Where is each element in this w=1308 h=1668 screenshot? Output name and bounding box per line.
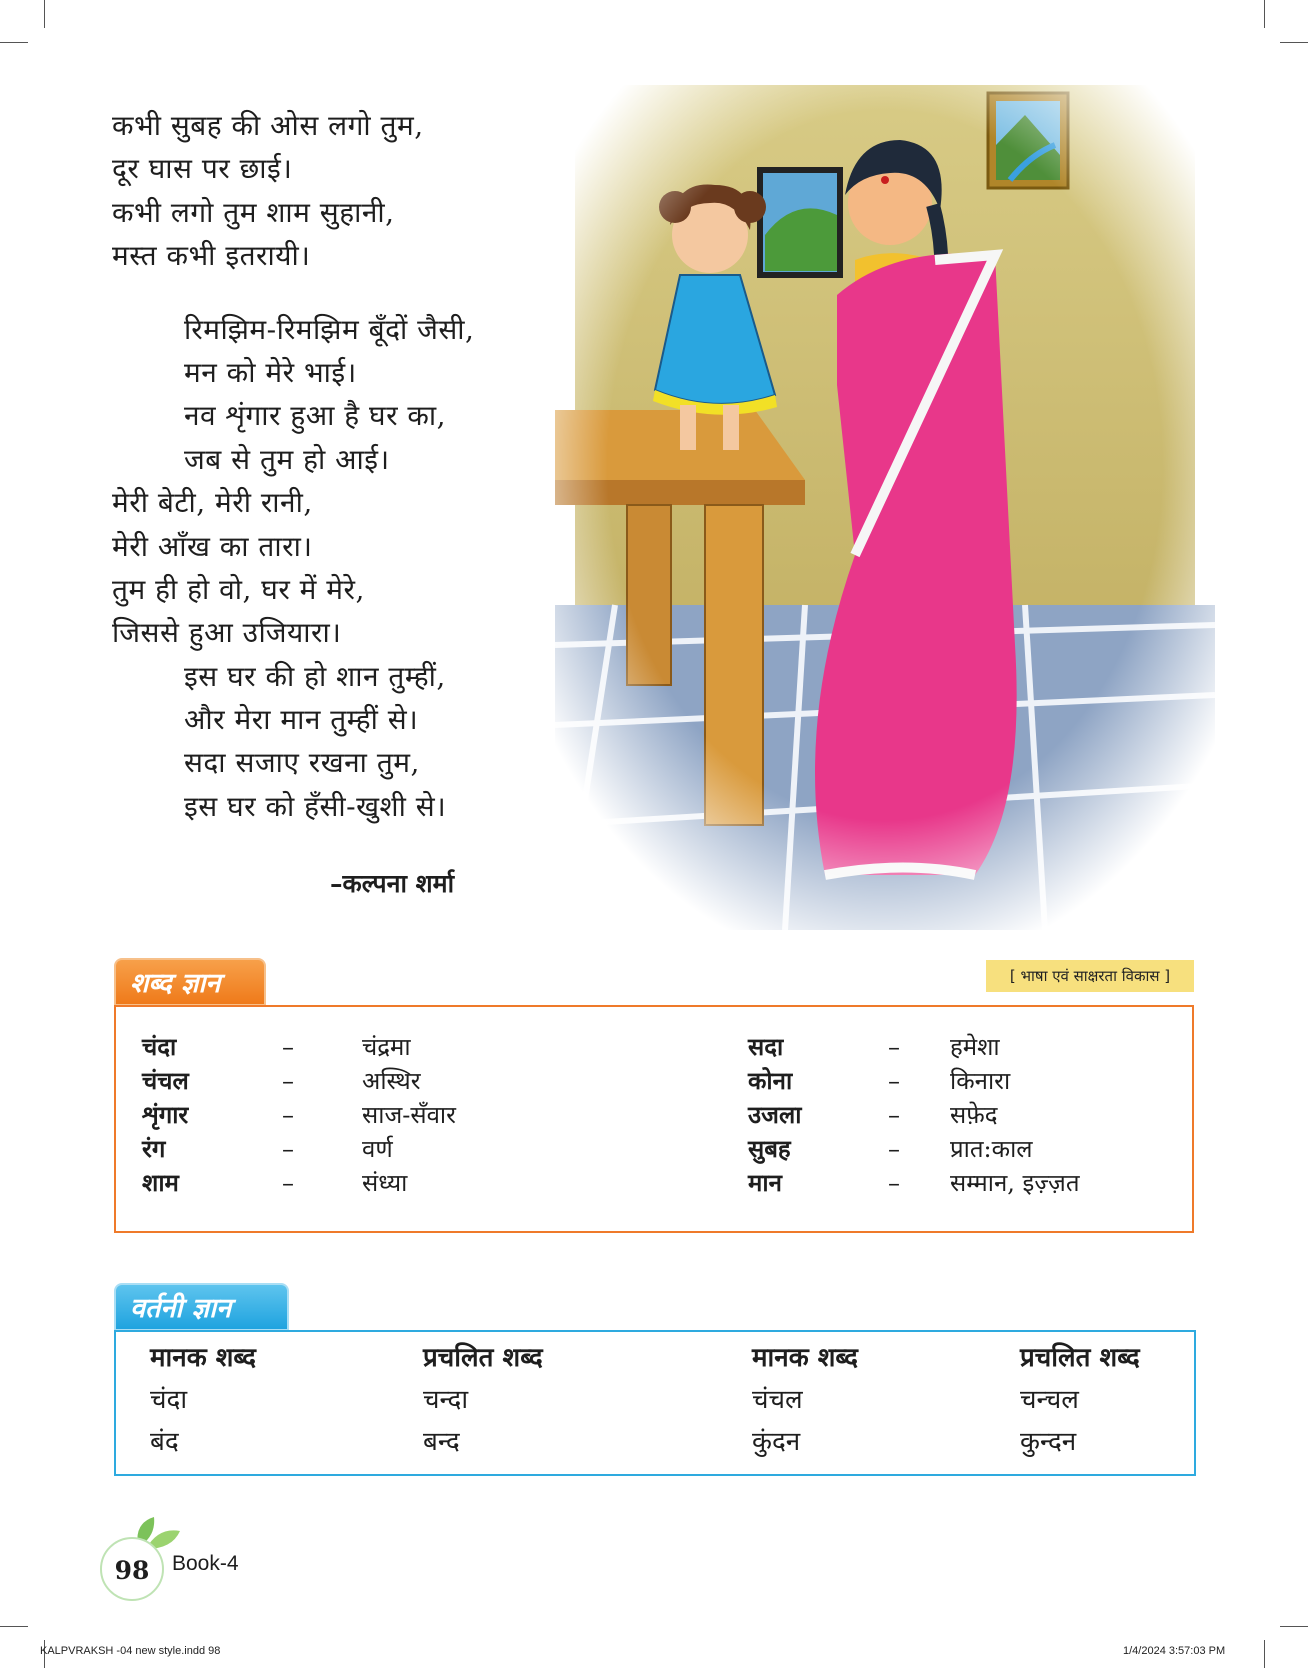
crop-mark bbox=[0, 42, 28, 43]
poem-line: जब से तुम हो आई। bbox=[184, 442, 390, 476]
poem-line: मेरी आँख का तारा। bbox=[112, 529, 313, 563]
mother-daughter-illustration bbox=[555, 85, 1215, 930]
crop-mark bbox=[1264, 0, 1265, 28]
skill-tag: [ भाषा एवं साक्षरता विकास ] bbox=[986, 960, 1194, 992]
page-number: 98 bbox=[100, 1537, 164, 1601]
spelling-word: कुंदन bbox=[752, 1427, 801, 1457]
spelling-word: चंचल bbox=[752, 1385, 803, 1415]
vocab-list-left bbox=[142, 1030, 602, 1200]
vocab-row: रंग – वर्ण bbox=[142, 1134, 393, 1163]
vocab-list-right bbox=[748, 1030, 1178, 1200]
vocab-row: चंदा – चंद्रमा bbox=[142, 1032, 411, 1061]
print-slug-date: 1/4/2024 3:57:03 PM bbox=[1123, 1645, 1226, 1657]
poem-author: –कल्पना शर्मा bbox=[330, 869, 455, 898]
vocab-row: शृंगार – साज-सँवार bbox=[142, 1100, 456, 1129]
crop-mark bbox=[1280, 42, 1308, 43]
print-slug-file: KALPVRAKSH -04 new style.indd 98 bbox=[40, 1645, 221, 1657]
crop-mark bbox=[1264, 1640, 1265, 1668]
poem-line: कभी सुबह की ओस लगो तुम, bbox=[112, 109, 424, 142]
vocab-row: मान – सम्मान, इज़्ज़त bbox=[748, 1168, 1080, 1197]
poem-line: इस घर की हो शान तुम्हीं, bbox=[184, 659, 446, 693]
spelling-section-tab: वर्तनी ज्ञान bbox=[114, 1283, 289, 1331]
vocab-section-tab: शब्द ज्ञान bbox=[114, 958, 266, 1006]
poem-line: नव शृंगार हुआ है घर का, bbox=[184, 399, 447, 433]
crop-mark bbox=[1280, 1626, 1308, 1627]
poem-line: मेरी बेटी, मेरी रानी, bbox=[112, 486, 313, 520]
poem-line: रिमझिम-रिमझिम बूँदों जैसी, bbox=[184, 312, 475, 346]
poem-line: मन को मेरे भाई। bbox=[184, 355, 357, 389]
column-header: मानक शब्द bbox=[752, 1343, 858, 1373]
spelling-column bbox=[1020, 1337, 1140, 1463]
spelling-word: चन्चल bbox=[1020, 1385, 1079, 1415]
column-header: प्रचलित शब्द bbox=[1020, 1343, 1140, 1373]
poem-line: सदा सजाए रखना तुम, bbox=[184, 746, 420, 780]
spelling-word: चंदा bbox=[150, 1385, 188, 1415]
vocab-row: सदा – हमेशा bbox=[748, 1032, 1000, 1061]
column-header: प्रचलित शब्द bbox=[423, 1343, 543, 1373]
poem-line: कभी लगो तुम शाम सुहानी, bbox=[112, 195, 395, 229]
crop-mark bbox=[44, 0, 45, 28]
spelling-word: कुन्दन bbox=[1020, 1427, 1077, 1457]
vocab-row: कोना – किनारा bbox=[748, 1066, 1011, 1095]
poem-line: दूर घास पर छाई। bbox=[112, 152, 293, 186]
poem-line: और मेरा मान तुम्हीं से। bbox=[184, 703, 419, 737]
crop-mark bbox=[0, 1626, 28, 1627]
poem-line: तुम ही हो वो, घर में मेरे, bbox=[112, 572, 365, 606]
spelling-word: बन्द bbox=[423, 1427, 460, 1457]
vocab-row: सुबह – प्रात:काल bbox=[748, 1134, 1033, 1163]
vocab-row: उजला – सफ़ेद bbox=[748, 1100, 998, 1129]
spelling-word: बंद bbox=[150, 1427, 179, 1457]
spelling-word: चन्दा bbox=[423, 1385, 469, 1415]
column-header: मानक शब्द bbox=[150, 1343, 256, 1373]
poem-line: मस्त कभी इतरायी। bbox=[112, 239, 311, 273]
spelling-column bbox=[752, 1337, 858, 1463]
vocab-row: चंचल – अस्थिर bbox=[142, 1066, 421, 1095]
poem-stanza-2 bbox=[112, 308, 552, 829]
spelling-column bbox=[150, 1337, 256, 1463]
spelling-column bbox=[423, 1337, 543, 1463]
poem-line: इस घर को हँसी-खुशी से। bbox=[184, 789, 447, 823]
poem bbox=[112, 104, 552, 828]
book-label: Book-4 bbox=[172, 1552, 239, 1575]
poem-line: जिससे हुआ उजियारा। bbox=[112, 616, 342, 650]
poem-stanza-1 bbox=[112, 104, 552, 278]
vocab-row: शाम – संध्या bbox=[142, 1168, 408, 1197]
